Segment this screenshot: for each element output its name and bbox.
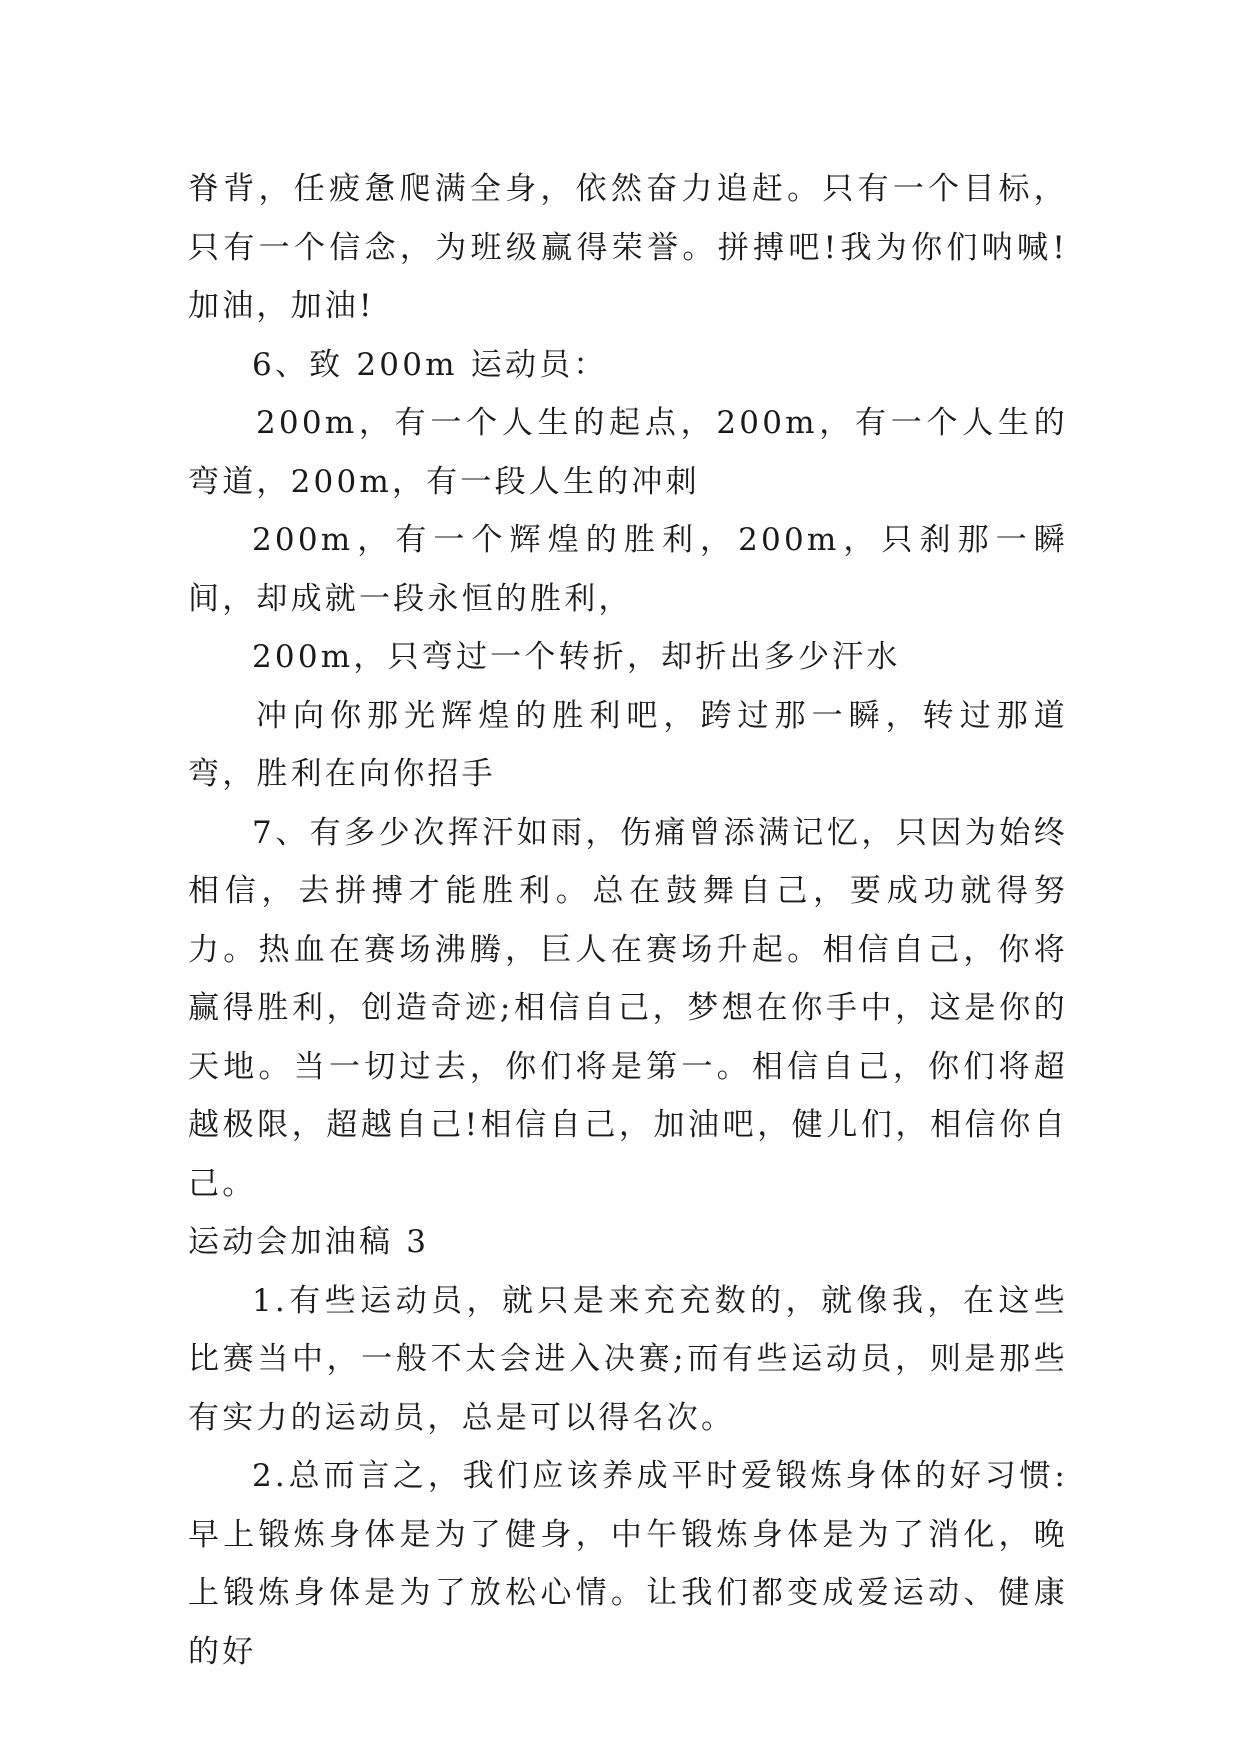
section-heading: 运动会加油稿 3 [188, 1224, 430, 1260]
paragraph-charge: 冲向你那光辉煌的胜利吧，跨过那一瞬，转过那道弯，胜利在向你招手 [188, 697, 1068, 792]
paragraph-point-1: 1.有些运动员，就只是来充充数的，就像我，在这些比赛当中，一般不太会进入决赛;而有些运动员，则是那些有实力的运动员，总是可以得名次。 [188, 1282, 1068, 1436]
paragraph-point-2: 2.总而言之，我们应该养成平时爱锻炼身体的好习惯:早上锻炼身体是为了健身，中午锻炼身体是为了消化，晚上锻炼身体是为了放松心情。让我们都变成爱运动、健康的好 [188, 1458, 1068, 1670]
paragraph-item-7: 7、有多少次挥汗如雨，伤痛曾添满记忆，只因为始终相信，去拼搏才能胜利。总在鼓舞自己，要成功就得努力。热血在赛场沸腾，巨人在赛场升起。相信自己，你将赢得胜利，创造奇迹;相信自己，梦想在你手中，这是你的天地。当一切过去，你们将是第一。相信自己，你们将超越极限，超越自己!相信自己，加油吧，健儿们，相信你自己。 [188, 814, 1068, 1202]
document-body [188, 160, 1068, 1681]
paragraph-item-6-heading: 6、致 200m 运动员： [252, 346, 608, 383]
paragraph-200m-victory: 200m，有一个辉煌的胜利，200m，只刹那一瞬间，却成就一段永恒的胜利， [188, 522, 1068, 617]
paragraph-continuation: 脊背，任疲惫爬满全身，依然奋力追赶。只有一个目标，只有一个信念，为班级赢得荣誉。拼搏吧!我为你们呐喊!加油，加油! [188, 171, 1068, 324]
paragraph-200m-turn: 200m，只弯过一个转折，却折出多少汗水 [252, 639, 901, 675]
paragraph-200m-start: 200m，有一个人生的起点，200m，有一个人生的弯道，200m，有一段人生的冲刺 [188, 405, 1068, 500]
